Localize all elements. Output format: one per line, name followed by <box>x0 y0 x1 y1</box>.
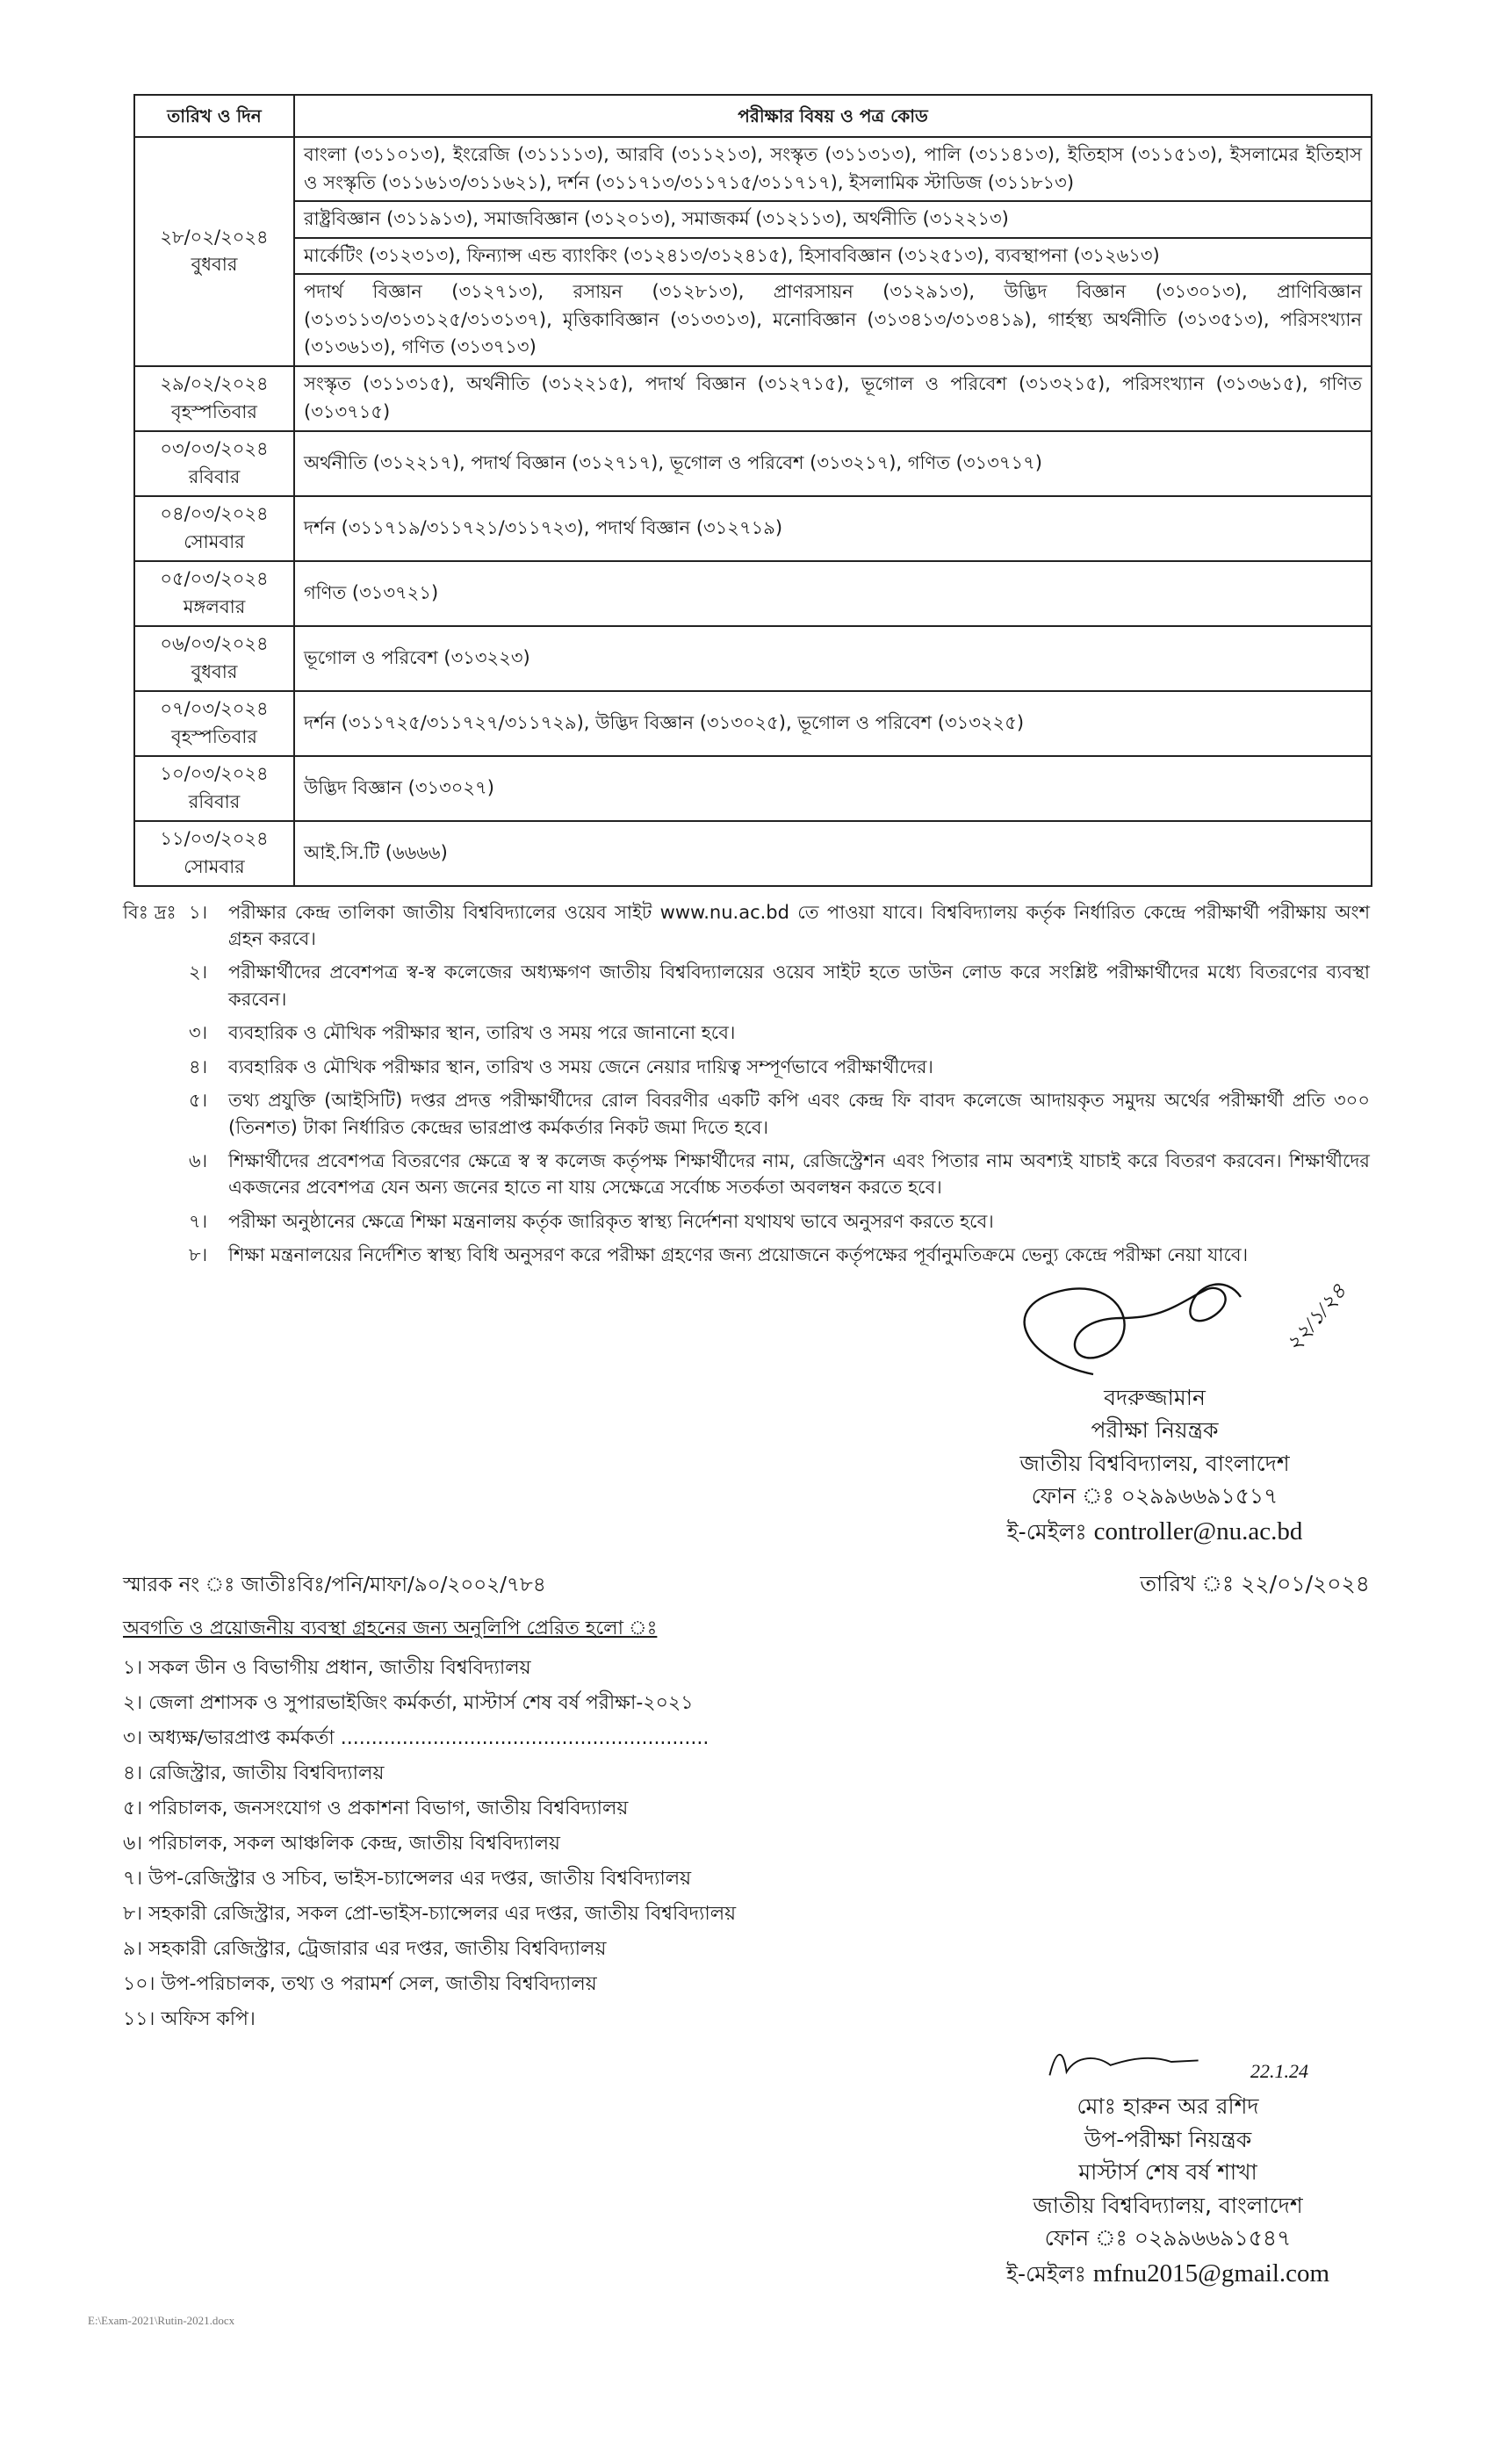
date-cell <box>134 561 294 626</box>
date-cell <box>134 756 294 821</box>
subject-cell: রাষ্ট্রবিজ্ঞান (৩১১৯১৩), সমাজবিজ্ঞান (৩১২০১৩), সমাজকর্ম (৩১২১১৩), অর্থনীতি (৩১২২১৩) <box>294 201 1372 238</box>
note-text: ব্যবহারিক ও মৌখিক পরীক্ষার স্থান, তারিখ ও সময় পরে জানানো হবে। <box>228 1022 736 1044</box>
subject-cell: পদার্থ বিজ্ঞান (৩১২৭১৩), রসায়ন (৩১২৮১৩), প্রাণরসায়ন (৩১২৯১৩), উদ্ভিদ বিজ্ঞান (৩১৩০১৩), প্রাণিবিজ্ঞান (৩১৩১১৩/৩১৩১২৫/৩১৩১৩৭), মৃত্তিকাবিজ্ঞান (৩১৩৩১৩), মনোবিজ্ঞান (৩১৩৪১৩/৩১৩৪১৯), গার্হস্থ্য অর্থনীতি (৩১৩৫১৩), পরিসংখ্যান (৩১৩৬১৩), গণিত (৩১৩৭১৩) <box>294 274 1372 366</box>
date-cell <box>134 137 294 366</box>
date-cell <box>134 821 294 886</box>
exam-day: সোমবার <box>184 855 245 877</box>
deputy-dept: মাস্টার্স শেষ বর্ষ শাখা <box>1078 2159 1257 2186</box>
notes-label: বিঃ দ্রঃ <box>123 901 176 923</box>
note-item <box>123 959 1370 1012</box>
table-row <box>134 137 1372 201</box>
table-row <box>134 821 1372 886</box>
table-row <box>134 691 1372 756</box>
handwritten-signature <box>970 1276 1286 1381</box>
date-cell <box>134 431 294 496</box>
note-item <box>123 1019 1370 1046</box>
controller-phone: ফোন ঃ ০২৯৯৬৬৯১৫১৭ <box>1031 1483 1279 1509</box>
signature-block-controller <box>948 1276 1361 1552</box>
handwritten-signature-deputy <box>1036 2037 1212 2086</box>
exam-date: ০৬/০৩/২০২৪ <box>160 633 269 654</box>
notes-label <box>123 959 189 1012</box>
signature-block-deputy <box>948 2037 1387 2293</box>
memo-date: তারিখ ঃ ২২/০১/২০২৪ <box>1140 1571 1370 1597</box>
deputy-name: মোঃ হারুন অর রশিদ <box>1077 2093 1259 2120</box>
table-row <box>134 431 1372 496</box>
note-number: ৪। <box>189 1055 208 1077</box>
copy-recipient: ১। সকল ডীন ও বিভাগীয় প্রধান, জাতীয় বিশ্ববিদ্যালয় <box>123 1657 531 1680</box>
subject-cell: গণিত (৩১৩৭২১) <box>294 561 1372 626</box>
note-item <box>123 1087 1370 1141</box>
note-number: ৮। <box>189 1244 208 1266</box>
deputy-org: জাতীয় বিশ্ববিদ্যালয়, বাংলাদেশ <box>1033 2192 1303 2218</box>
subject-cell: দর্শন (৩১১৭২৫/৩১১৭২৭/৩১১৭২৯), উদ্ভিদ বিজ্ঞান (৩১৩০২৫), ভূগোল ও পরিবেশ (৩১৩২২৫) <box>294 691 1372 756</box>
controller-sign-date: ২২/১/২৪ <box>1282 1279 1351 1357</box>
note-text: পরীক্ষার কেন্দ্র তালিকা জাতীয় বিশ্ববিদ্যালের ওয়েব সাইট www.nu.ac.bd তে পাওয়া যাবে। বিশ্ববিদ্যালয় কর্তৃক নির্ধারিত কেন্দ্রে পরীক্ষার্থী পরীক্ষায় অংশ গ্রহন করবে। <box>228 901 1370 949</box>
header-date-day: তারিখ ও দিন <box>134 95 294 137</box>
deputy-email[interactable]: mfnu2015@gmail.com <box>1092 2259 1330 2287</box>
date-cell <box>134 626 294 691</box>
controller-name: বদরুজ্জামান <box>1104 1384 1206 1410</box>
exam-day: মঙ্গলবার <box>183 595 246 617</box>
note-number: ৭। <box>189 1210 208 1232</box>
table-header-row <box>134 95 1372 137</box>
table-row <box>134 561 1372 626</box>
copy-recipient: ৭। উপ-রেজিস্ট্রার ও সচিব, ভাইস-চ্যান্সেলর এর দপ্তর, জাতীয় বিশ্ববিদ্যালয় <box>123 1868 692 1891</box>
copy-recipient: ১০। উপ-পরিচালক, তথ্য ও পরামর্শ সেল, জাতীয় বিশ্ববিদ্যালয় <box>123 1973 597 1996</box>
exam-day: রবিবার <box>188 790 241 812</box>
table-row <box>134 496 1372 561</box>
table-row <box>134 274 1372 366</box>
note-text: ব্যবহারিক ও মৌখিক পরীক্ষার স্থান, তারিখ ও সময় জেনে নেয়ার দায়িত্ব সম্পূর্ণভাবে পরীক্ষার্থীদের। <box>228 1055 933 1077</box>
note-number: ৬। <box>189 1150 208 1171</box>
table-row <box>134 366 1372 431</box>
copies-lead: অবগতি ও প্রয়োজনীয় ব্যবস্থা গ্রহনের জন্য অনুলিপি প্রেরিত হলো ঃ <box>123 1617 658 1640</box>
note-number: ২। <box>189 962 208 983</box>
copy-recipient: ৬। পরিচালক, সকল আঞ্চলিক কেন্দ্র, জাতীয় বিশ্ববিদ্যালয় <box>123 1833 561 1855</box>
note-item <box>123 1054 1370 1080</box>
memo-number: স্মারক নং ঃ জাতীঃবিঃ/পনি/মাফা/৯০/২০০২/৭৮৪ <box>123 1574 546 1597</box>
date-cell <box>134 691 294 756</box>
exam-date: ০৭/০৩/২০২৪ <box>160 698 269 719</box>
controller-title: পরীক্ষা নিয়ন্ত্রক <box>1091 1417 1219 1444</box>
note-text: পরীক্ষা অনুষ্ঠানের ক্ষেত্রে শিক্ষা মন্ত্রনালয় কর্তৃক জারিকৃত স্বাস্থ্য নির্দেশনা যথাযথ ভাবে অনুসরণ করতে হবে। <box>228 1210 994 1232</box>
subject-cell: ভূগোল ও পরিবেশ (৩১৩২২৩) <box>294 626 1372 691</box>
exam-day: বুধবার <box>191 254 238 276</box>
notes-label <box>123 1148 189 1201</box>
copy-recipient: ৫। পরিচালক, জনসংযোগ ও প্রকাশনা বিভাগ, জাতীয় বিশ্ববিদ্যালয় <box>123 1798 629 1820</box>
subject-cell: দর্শন (৩১১৭১৯/৩১১৭২১/৩১১৭২৩), পদার্থ বিজ্ঞান (৩১২৭১৯) <box>294 496 1372 561</box>
exam-date: ১০/০৩/২০২৪ <box>160 763 269 784</box>
notes-section <box>123 899 1370 1269</box>
controller-email[interactable]: controller@nu.ac.bd <box>1093 1517 1303 1545</box>
subject-cell: মার্কেটিং (৩১২৩১৩), ফিন্যান্স এন্ড ব্যাংকিং (৩১২৪১৩/৩১২৪১৫), হিসাববিজ্ঞান (৩১২৫১৩), ব্যবস্থাপনা (৩১২৬১৩) <box>294 238 1372 275</box>
exam-day: সোমবার <box>184 530 245 552</box>
controller-org: জাতীয় বিশ্ববিদ্যালয়, বাংলাদেশ <box>1019 1450 1290 1476</box>
deputy-title: উপ-পরীক্ষা নিয়ন্ত্রক <box>1084 2126 1252 2152</box>
note-number: ৩। <box>189 1022 208 1044</box>
exam-date: ২৮/০২/২০২৪ <box>160 226 269 248</box>
date-cell <box>134 496 294 561</box>
copy-recipient: ৩। অধ্যক্ষ/ভারপ্রাপ্ত কর্মকর্তা ............................................................ <box>123 1727 709 1750</box>
note-item <box>123 1148 1370 1201</box>
exam-day: বৃহস্পতিবার <box>171 400 257 422</box>
signature-area-deputy <box>1036 2037 1308 2090</box>
note-number: ৫। <box>189 1090 208 1112</box>
note-number: ১। <box>189 901 208 923</box>
note-text: পরীক্ষার্থীদের প্রবেশপত্র স্ব-স্ব কলেজের অধ্যক্ষগণ জাতীয় বিশ্ববিদ্যালয়ের ওয়েব সাইট হতে ডাউন লোড করে সংশ্লিষ্ট পরীক্ষার্থীদের মধ্যে বিতরণের ব্যবস্থা করবেন। <box>228 962 1370 1010</box>
file-path: E:\Exam-2021\Rutin-2021.docx <box>88 2314 235 2328</box>
table-row <box>134 201 1372 238</box>
table-row <box>134 756 1372 821</box>
exam-day: বৃহস্পতিবার <box>171 725 257 747</box>
header-subject-code: পরীক্ষার বিষয় ও পত্র কোড <box>294 95 1372 137</box>
controller-email-label: ই-মেইলঃ <box>1006 1518 1087 1545</box>
memo-row <box>123 1567 1370 1604</box>
subject-cell: অর্থনীতি (৩১২২১৭), পদার্থ বিজ্ঞান (৩১২৭১৭), ভূগোল ও পরিবেশ (৩১৩২১৭), গণিত (৩১৩৭১৭) <box>294 431 1372 496</box>
note-item <box>123 1208 1370 1235</box>
table-row <box>134 626 1372 691</box>
exam-date: ০৫/০৩/২০২৪ <box>160 568 269 589</box>
deputy-sign-date: 22.1.24 <box>1250 2060 1308 2083</box>
note-item <box>123 1242 1370 1268</box>
signature-area <box>970 1276 1351 1381</box>
note-item <box>123 899 1370 953</box>
exam-date: ০৩/০৩/২০২৪ <box>160 438 269 459</box>
notes-label <box>123 1242 189 1268</box>
exam-day: বুধবার <box>191 660 238 682</box>
notes-label <box>123 1208 189 1235</box>
copy-recipient: ৮। সহকারী রেজিস্ট্রার, সকল প্রো-ভাইস-চ্যান্সেলর এর দপ্তর, জাতীয় বিশ্ববিদ্যালয় <box>123 1903 737 1926</box>
exam-routine-table <box>133 94 1372 887</box>
subject-cell: বাংলা (৩১১০১৩), ইংরেজি (৩১১১১৩), আরবি (৩১১২১৩), সংস্কৃত (৩১১৩১৩), পালি (৩১১৪১৩), ইতিহাস (৩১১৫১৩), ইসলামের ইতিহাস ও সংস্কৃতি (৩১১৬১৩/৩১১৬২১), দর্শন (৩১১৭১৩/৩১১৭১৫/৩১১৭১৭), ইসলামিক স্টাডিজ (৩১১৮১৩) <box>294 137 1372 201</box>
note-text: তথ্য প্রযুক্তি (আইসিটি) দপ্তর প্রদত্ত পরীক্ষার্থীদের রোল বিবরণীর একটি কপি এবং কেন্দ্র ফি বাবদ কলেজে আদায়কৃত সমুদয় অর্থের পরীক্ষার্থী প্রতি ৩০০ (তিনশত) টাকা নির্ধারিত কেন্দ্রের ভারপ্রাপ্ত কর্মকর্তার নিকট জমা দিতে হবে। <box>228 1090 1370 1138</box>
copy-recipient: ২। জেলা প্রশাসক ও সুপারভাইজিং কর্মকর্তা, মাস্টার্স শেষ বর্ষ পরীক্ষা-২০২১ <box>123 1692 694 1715</box>
exam-date: ২৯/০২/২০২৪ <box>160 373 269 394</box>
exam-day: রবিবার <box>188 465 241 487</box>
note-text: শিক্ষা মন্ত্রনালয়ের নির্দেশিত স্বাস্থ্য বিধি অনুসরণ করে পরীক্ষা গ্রহণের জন্য প্রয়োজনে কর্তৃপক্ষের পূর্বানুমতিক্রমে ভেন্যু কেন্দ্রে পরীক্ষা নেয়া যাবে। <box>228 1244 1249 1266</box>
deputy-email-label: ই-মেইলঃ <box>1005 2260 1086 2287</box>
exam-date: ০৪/০৩/২০২৪ <box>160 503 269 524</box>
note-text: শিক্ষার্থীদের প্রবেশপত্র বিতরণের ক্ষেত্রে স্ব স্ব কলেজ কর্তৃপক্ষ শিক্ষার্থীদের নাম, রেজিস্ট্রেশন এবং পিতার নাম অবশ্যই যাচাই করে বিতরণ করবেন। শিক্ষার্থীদের একজনের প্রবেশপত্র যেন অন্য জনের হাতে না যায় সেক্ষেত্রে সর্বোচ্চ সতর্কতা অবলম্বন করতে হবে। <box>228 1150 1370 1199</box>
table-row <box>134 238 1372 275</box>
deputy-phone: ফোন ঃ ০২৯৯৬৬৯১৫৪৭ <box>1044 2225 1292 2251</box>
exam-date: ১১/০৩/২০২৪ <box>160 828 269 849</box>
notes-label <box>123 1087 189 1141</box>
notes-label <box>123 1054 189 1080</box>
copy-recipient: ৪। রেজিস্ট্রার, জাতীয় বিশ্ববিদ্যালয় <box>123 1762 385 1785</box>
subject-cell: আই.সি.টি (৬৬৬৬) <box>294 821 1372 886</box>
copy-recipient: ৯। সহকারী রেজিস্ট্রার, ট্রেজারার এর দপ্তর, জাতীয় বিশ্ববিদ্যালয় <box>123 1938 607 1961</box>
copies-list <box>123 1651 1491 2037</box>
subject-cell: উদ্ভিদ বিজ্ঞান (৩১৩০২৭) <box>294 756 1372 821</box>
date-cell <box>134 366 294 431</box>
notes-label <box>123 1019 189 1046</box>
subject-cell: সংস্কৃত (৩১১৩১৫), অর্থনীতি (৩১২২১৫), পদার্থ বিজ্ঞান (৩১২৭১৫), ভূগোল ও পরিবেশ (৩১৩২১৫), পরিসংখ্যান (৩১৩৬১৫), গণিত (৩১৩৭১৫) <box>294 366 1372 431</box>
copy-recipient: ১১। অফিস কপি। <box>123 2008 256 2031</box>
